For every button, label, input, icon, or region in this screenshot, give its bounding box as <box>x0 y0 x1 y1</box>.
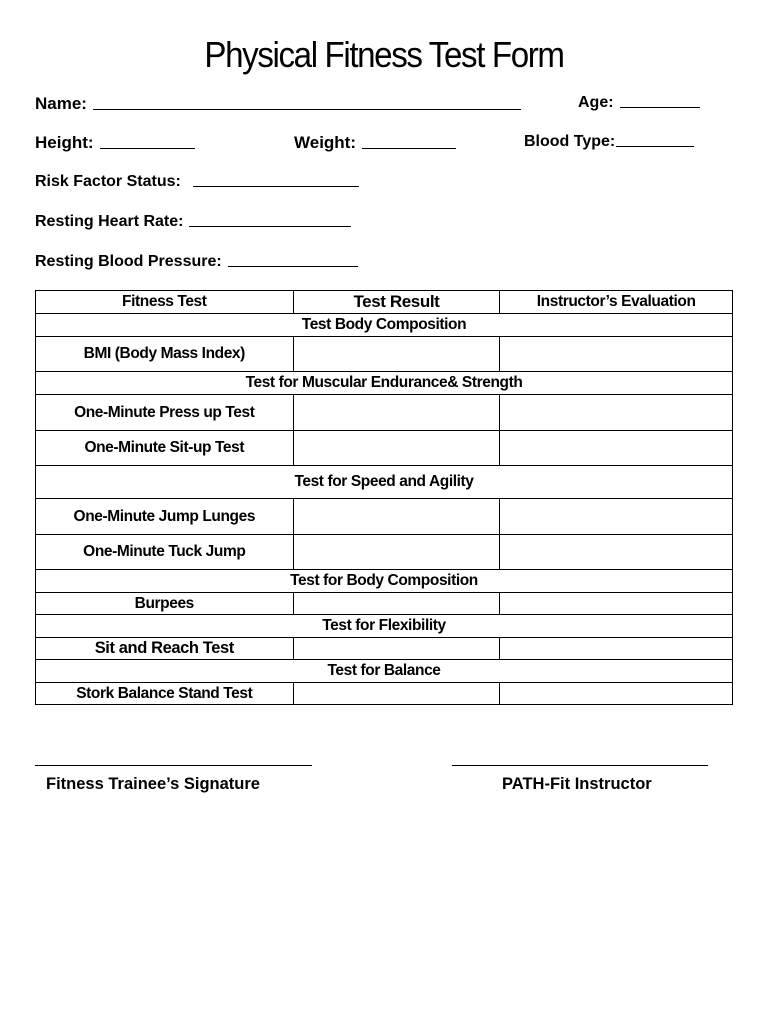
instructor-signature-label: PATH-Fit Instructor <box>502 775 652 793</box>
evaluation-cell[interactable] <box>500 395 733 431</box>
header-test-result: Test Result <box>293 291 500 314</box>
risk-factor-field[interactable] <box>35 173 359 191</box>
header-fitness-test: Fitness Test <box>36 291 294 314</box>
section-row <box>36 372 733 395</box>
name-label: Name: <box>35 94 87 113</box>
evaluation-cell[interactable] <box>500 499 733 535</box>
section-row <box>36 570 733 593</box>
evaluation-cell[interactable] <box>500 431 733 466</box>
risk-factor-label: Risk Factor Status: <box>35 173 181 190</box>
heart-rate-field[interactable] <box>35 213 351 231</box>
test-name-sit-and-reach: Sit and Reach Test <box>36 638 294 660</box>
blood-type-blank[interactable] <box>616 145 694 147</box>
trainee-signature-line[interactable] <box>35 765 312 766</box>
instructor-signature-line[interactable] <box>452 765 708 766</box>
heart-rate-blank[interactable] <box>189 225 351 227</box>
evaluation-cell[interactable] <box>500 683 733 705</box>
age-blank[interactable] <box>620 106 700 108</box>
blood-type-field[interactable] <box>524 133 694 151</box>
section-row <box>36 660 733 683</box>
name-field[interactable] <box>35 94 521 114</box>
result-cell[interactable] <box>293 535 500 570</box>
evaluation-cell[interactable] <box>500 593 733 615</box>
result-cell[interactable] <box>293 593 500 615</box>
weight-label: Weight: <box>294 133 357 152</box>
weight-field[interactable] <box>294 133 456 153</box>
evaluation-cell[interactable] <box>500 535 733 570</box>
section-body-composition: Test Body Composition <box>36 314 733 337</box>
section-body-composition-2: Test for Body Composition <box>36 570 733 593</box>
height-label: Height: <box>35 133 94 152</box>
risk-factor-blank[interactable] <box>193 185 359 187</box>
blood-pressure-blank[interactable] <box>228 265 358 267</box>
evaluation-cell[interactable] <box>500 337 733 372</box>
section-row <box>36 314 733 337</box>
table-header-row <box>36 291 733 314</box>
result-cell[interactable] <box>293 638 500 660</box>
section-balance: Test for Balance <box>36 660 733 683</box>
table-row <box>36 337 733 372</box>
test-name-jump-lunges: One-Minute Jump Lunges <box>36 499 294 535</box>
fitness-test-table <box>35 290 733 705</box>
evaluation-cell[interactable] <box>500 638 733 660</box>
section-row <box>36 615 733 638</box>
test-name-bmi: BMI (Body Mass Index) <box>36 337 294 372</box>
test-name-sit-up: One-Minute Sit-up Test <box>36 431 294 466</box>
blood-pressure-field[interactable] <box>35 253 358 271</box>
result-cell[interactable] <box>293 337 500 372</box>
result-cell[interactable] <box>293 683 500 705</box>
name-blank[interactable] <box>93 108 521 110</box>
section-muscular-endurance: Test for Muscular Endurance& Strength <box>36 372 733 395</box>
form-title: Physical Fitness Test Form <box>204 34 564 75</box>
result-cell[interactable] <box>293 395 500 431</box>
section-row <box>36 466 733 499</box>
section-speed-agility: Test for Speed and Agility <box>36 466 733 499</box>
weight-blank[interactable] <box>362 147 456 149</box>
header-instructor-evaluation: Instructor’s Evaluation <box>500 291 733 314</box>
test-name-stork-balance: Stork Balance Stand Test <box>36 683 294 705</box>
table-row <box>36 431 733 466</box>
height-blank[interactable] <box>100 147 195 149</box>
table-row <box>36 638 733 660</box>
age-label: Age: <box>578 94 614 111</box>
table-row <box>36 499 733 535</box>
height-field[interactable] <box>35 133 195 153</box>
table-row <box>36 535 733 570</box>
table-row <box>36 395 733 431</box>
result-cell[interactable] <box>293 499 500 535</box>
test-name-tuck-jump: One-Minute Tuck Jump <box>36 535 294 570</box>
heart-rate-label: Resting Heart Rate: <box>35 213 184 230</box>
table-row <box>36 593 733 615</box>
trainee-signature-label: Fitness Trainee’s Signature <box>46 775 260 793</box>
test-name-burpees: Burpees <box>36 593 294 615</box>
table-row <box>36 683 733 705</box>
blood-pressure-label: Resting Blood Pressure: <box>35 253 222 270</box>
section-flexibility: Test for Flexibility <box>36 615 733 638</box>
blood-type-label: Blood Type: <box>524 133 616 150</box>
result-cell[interactable] <box>293 431 500 466</box>
age-field[interactable] <box>578 94 700 112</box>
test-name-press-up: One-Minute Press up Test <box>36 395 294 431</box>
